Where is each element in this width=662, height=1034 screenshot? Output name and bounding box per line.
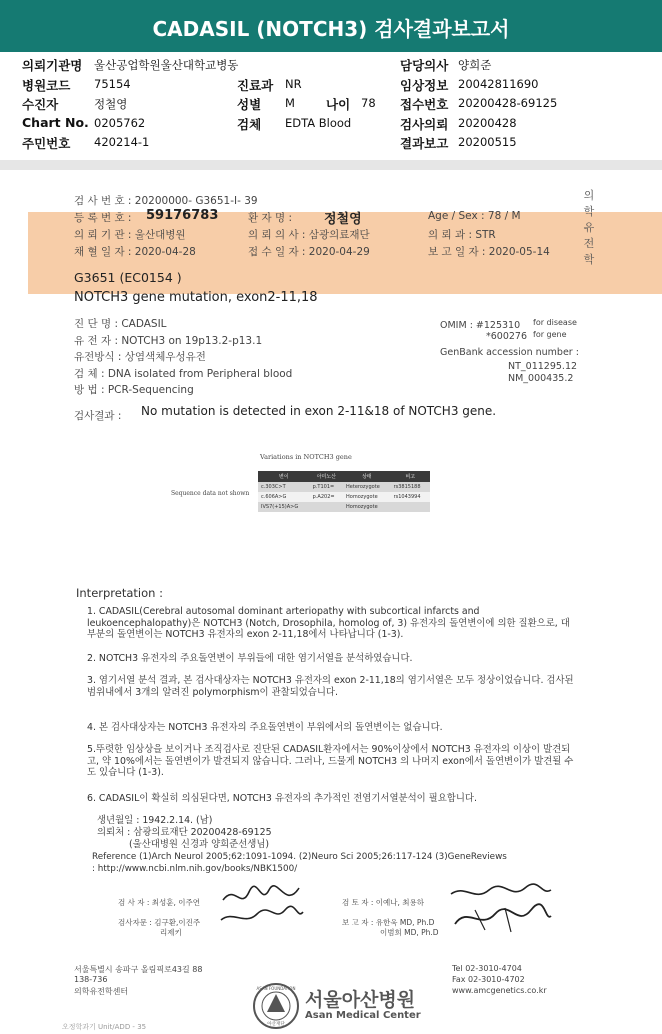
reviewer-signature <box>445 880 555 936</box>
interpretation-p4: 4. 본 검사대상자는 NOTCH3 유전자의 주요돌연변이 부위에서의 돌연변이는 없습니다. <box>87 722 443 733</box>
omim-disease: for disease <box>533 318 577 327</box>
fax: Fax 02-3010-4702 <box>452 975 525 984</box>
hospital-name-kr: 서울아산병원 <box>305 989 416 1011</box>
doctor-label: 담당의사 <box>400 58 449 73</box>
variants-cell: Heterozygote <box>343 482 391 492</box>
tel: Tel 02-3010-4704 <box>452 964 522 973</box>
request-label: 검사의뢰 <box>400 117 449 132</box>
omim-label: OMIM : #125310 <box>440 320 521 331</box>
reference: Reference (1)Arch Neurol 2005;62:1091-1094. (2)Neuro Sci 2005;26:117-124 (3)GeneReviews : http://www.ncbi.nlm.nih.gov/books/NBK1500/ <box>92 852 507 874</box>
address-1: 서울특별시 송파구 올림픽로43길 88 <box>74 965 203 974</box>
receipt-no-value: 20200428-69125 <box>458 96 558 110</box>
report-title: CADASIL (NOTCH3) 검사결과보고서 <box>152 17 510 41</box>
bottom-cut-text: 오정학과기 Unit/ADD - 35 <box>62 1023 147 1031</box>
patient-name-label: 환 자 명 : <box>248 212 292 224</box>
supervisor-2: 리제키 <box>160 928 182 937</box>
method: 방 법 : PCR-Sequencing <box>74 384 194 396</box>
interpretation-p2: 2. NOTCH3 유전자의 주요돌연변이 부위들에 대한 염기서열을 분석하였습니다. <box>87 653 413 664</box>
genbank-accession-2: NM_000435.2 <box>508 373 574 384</box>
omim-gene: for gene <box>533 330 567 339</box>
asan-seal-icon <box>252 982 300 1030</box>
seal-bottom-text: 아산재단 <box>267 1022 285 1027</box>
age-label: 나이 <box>326 97 351 112</box>
variants-header-cell: 상태 <box>343 471 391 482</box>
requesting-doctor: 의 뢰 의 사 : 삼광의료재단 <box>248 229 370 241</box>
hospital-code-label: 병원코드 <box>22 78 71 93</box>
variants-cell: IVS7(+15)A>G <box>258 502 310 512</box>
variants-caption: Variations in NOTCH3 gene <box>260 453 352 461</box>
reviewer: 검 토 자 : 이예나, 최용하 <box>342 898 425 907</box>
tester: 검 사 자 : 최성훈, 이주연 <box>118 898 201 907</box>
side-label: 의학유전학 <box>583 189 595 266</box>
interpretation-heading: Interpretation : <box>76 586 163 600</box>
variants-cell <box>391 502 430 512</box>
header-separator <box>0 160 662 170</box>
clinical-info-value: 20042811690 <box>458 77 539 91</box>
variants-row <box>258 502 430 512</box>
gene: 유 전 자 : NOTCH3 on 19p13.2-p13.1 <box>74 335 263 347</box>
requester: 의뢰처 : 삼광의료재단 20200428-69125 <box>97 827 272 838</box>
reg-no-label: 등 록 번 호 : <box>74 212 132 224</box>
specimen-label: 검체 <box>237 117 262 132</box>
interpretation-p3: 3. 염기서열 분석 결과, 본 검사대상자는 NOTCH3 유전자의 exon 2-11,18의 염기서열은 모두 정상이었습니다. 검사된 범위내에서 3개의 알려진 polymorphism이 관찰되었습니다. <box>87 675 574 698</box>
receipt-date: 접 수 일 자 : 2020-04-29 <box>248 246 370 258</box>
variants-cell: Homozygote <box>343 492 391 502</box>
request-value: 20200428 <box>458 116 517 130</box>
reg-no-value: 59176783 <box>146 208 219 223</box>
age-value: 78 <box>361 96 376 110</box>
hospital-name-en: Asan Medical Center <box>305 1010 421 1021</box>
genbank-accession-1: NT_011295.12 <box>508 361 578 372</box>
variants-row <box>258 492 430 502</box>
test-number: 검 사 번 호 : 20200000- G3651-I- 39 <box>74 195 258 207</box>
patient-value: 정철영 <box>94 97 128 111</box>
report-date: 보 고 일 자 : 2020-05-14 <box>428 246 550 258</box>
variants-cell: c.303C>T <box>258 482 310 492</box>
inheritance: 유전방식 : 상염색체우성유전 <box>74 351 206 363</box>
dept-value: NR <box>285 77 302 91</box>
omim-gene-id: *600276 <box>486 331 528 342</box>
tester-signature <box>215 880 305 932</box>
diagnosis: 진 단 명 : CADASIL <box>74 318 167 330</box>
interpretation-p1: 1. CADASIL(Cerebral autosomal dominant arteriopathy with subcortical infarcts and leukoencephalopathy)은 NOTCH3 (Notch, Drosophila, homolog of, 3) 유전자의 돌연변이에 의한 질환으로, 대부분의 돌연변이는 NOTCH3 유전자의 exon 2-11,18에서 나타납니다 (1-3). <box>87 606 570 641</box>
supervisor: 검사자문 : 김구환,이진주 <box>118 918 201 927</box>
variants-cell: Homozygote <box>343 502 391 512</box>
variants-cell: rs3815188 <box>391 482 430 492</box>
website: www.amcgenetics.co.kr <box>452 986 547 995</box>
patient-label: 수진자 <box>22 97 59 112</box>
genbank-label: GenBank accession number : <box>440 347 579 358</box>
variants-table <box>258 471 430 512</box>
reporter: 보 고 자 : 유한욱 MD, Ph.D <box>342 918 435 927</box>
variants-header-row <box>258 471 430 482</box>
birth-date: 생년월일 : 1942.2.14. (남) <box>97 815 213 826</box>
chart-label: Chart No. <box>22 115 89 130</box>
report-label: 결과보고 <box>400 136 449 151</box>
variants-header-cell: 변이 <box>258 471 310 482</box>
rrn-value: 420214-1 <box>94 135 150 149</box>
interpretation-p6: 6. CADASIL이 확실히 의심된다면, NOTCH3 유전자의 추가적인 전염기서열분석이 필요합니다. <box>87 793 477 804</box>
sex-value: M <box>285 96 295 110</box>
result-text: No mutation is detected in exon 2-11&18 of NOTCH3 gene. <box>141 404 497 418</box>
age-sex: Age / Sex : 78 / M <box>428 210 521 222</box>
variants-cell: c.606A>G <box>258 492 310 502</box>
requesting-institution: 의 뢰 기 관 : 울산대병원 <box>74 229 186 241</box>
chart-value: 0205762 <box>94 116 146 130</box>
doctor-value: 양희준 <box>458 58 492 72</box>
institution-label: 의뢰기관명 <box>22 58 83 73</box>
sex-label: 성별 <box>237 97 262 112</box>
specimen-value: EDTA Blood <box>285 116 352 130</box>
collection-date: 채 혈 일 자 : 2020-04-28 <box>74 246 196 258</box>
specimen: 검 체 : DNA isolated from Peripheral blood <box>74 368 293 380</box>
result-label: 검사결과 : <box>74 410 122 422</box>
variants-cell: p.A202= <box>310 492 343 502</box>
variants-header-cell: 아미노산 <box>310 471 343 482</box>
variants-row <box>258 482 430 492</box>
test-name: NOTCH3 gene mutation, exon2-11,18 <box>74 290 318 305</box>
test-code: G3651 (EC0154 ) <box>74 270 182 285</box>
sequence-note: Sequence data not shown <box>171 490 250 497</box>
requester-detail: (울산대병원 신경과 양희준선생님) <box>129 839 270 850</box>
variants-cell: rs1043994 <box>391 492 430 502</box>
clinical-info-label: 임상정보 <box>400 78 449 93</box>
address-2: 138-736 <box>74 975 108 984</box>
report-value: 20200515 <box>458 135 517 149</box>
requesting-dept: 의 뢰 과 : STR <box>428 229 496 241</box>
interpretation-p5: 5.뚜렷한 임상상을 보이거나 조직검사로 진단된 CADASIL환자에서는 90%이상에서 NOTCH3 유전자의 이상이 발견되고, 약 10%에서는 돌연변이가 발견되지 않습니다. 그러나, 드물게 NOTCH3 의 나머지 exon에서 돌연변이가 발견될 수도 있습니다 (1-3). <box>87 744 574 779</box>
reporter-2: 이범희 MD, Ph.D <box>380 928 439 937</box>
patient-name-value: 정철영 <box>324 212 362 227</box>
variants-cell <box>310 502 343 512</box>
institution-value: 울산공업학원울산대학교병동 <box>94 58 239 72</box>
center-name: 의학유전학센터 <box>74 987 129 996</box>
rrn-label: 주민번호 <box>22 136 71 151</box>
variants-cell: p.T101= <box>310 482 343 492</box>
receipt-no-label: 접수번호 <box>400 97 449 112</box>
seal-top-text: ASAN FOUNDATION <box>256 986 296 991</box>
hospital-code-value: 75154 <box>94 77 131 91</box>
variants-header-cell: 비고 <box>391 471 430 482</box>
dept-label: 진료과 <box>237 78 274 93</box>
